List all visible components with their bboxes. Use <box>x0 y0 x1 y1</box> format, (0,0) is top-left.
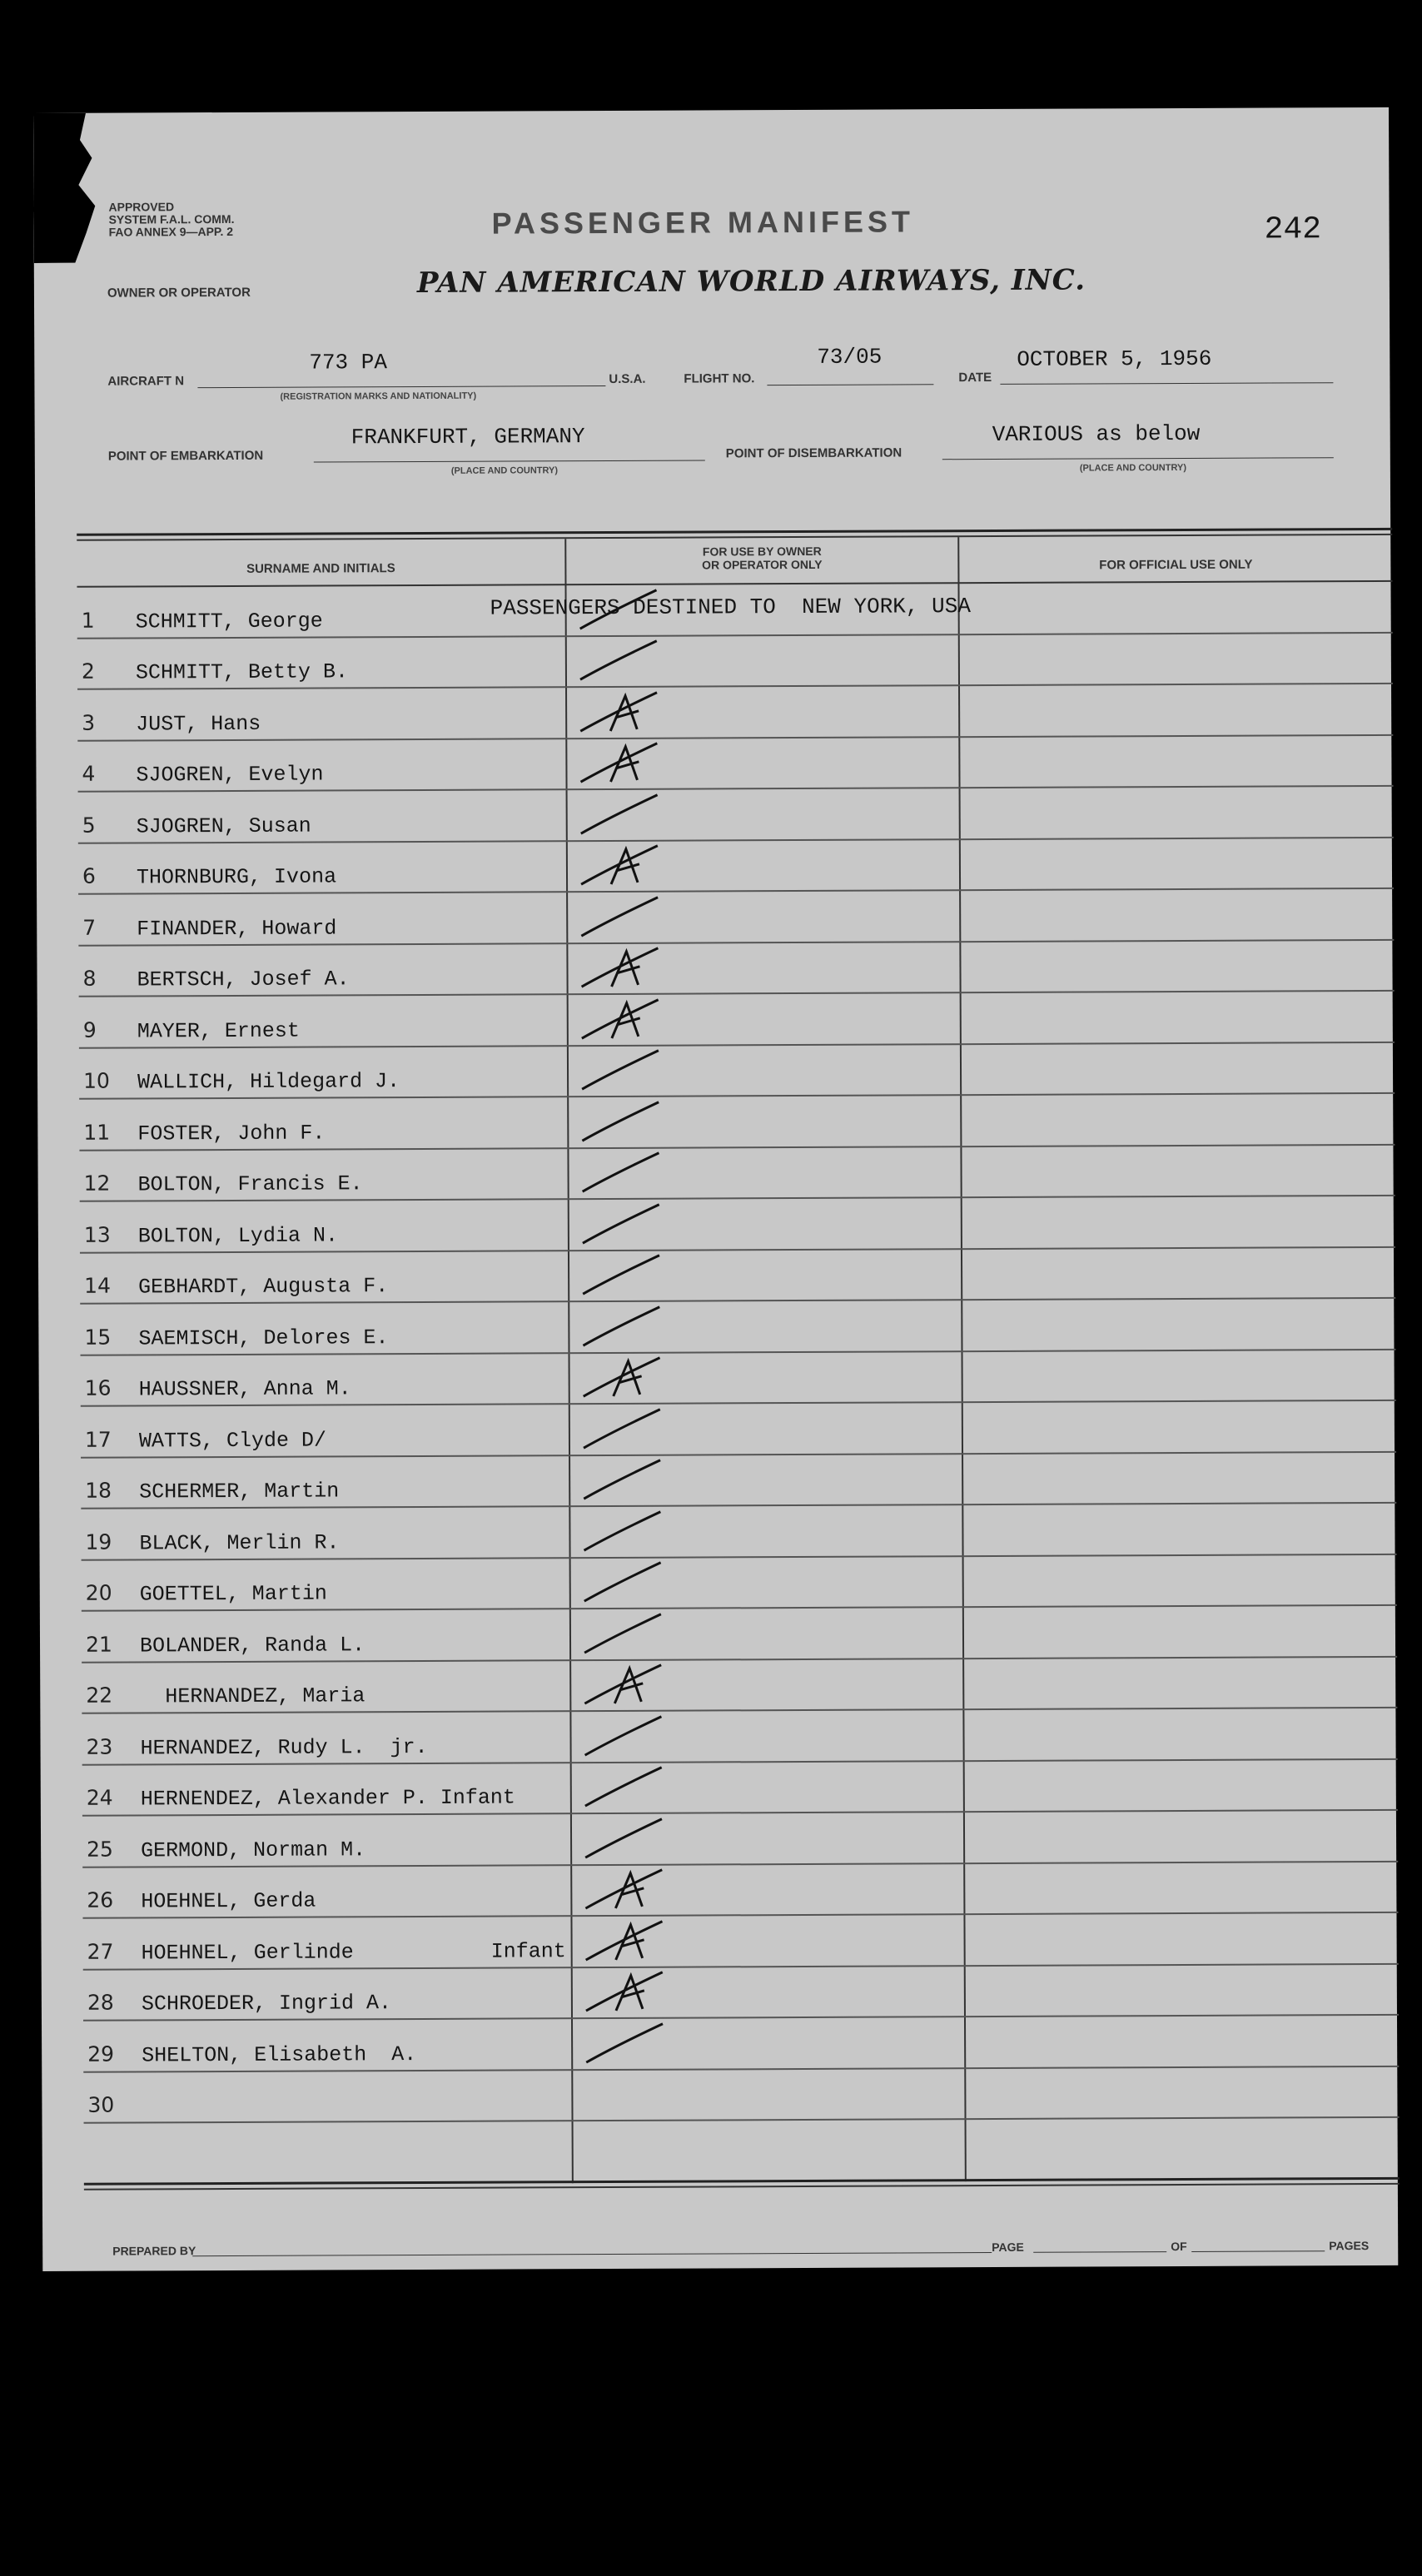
approval-stamp: APPROVED SYSTEM F.A.L. COMM. FAO ANNEX 9—APP. 2 <box>108 200 235 239</box>
handwritten-a-mark <box>582 1867 682 1914</box>
prepared-by-label: PREPARED BY <box>112 2244 196 2258</box>
passenger-name: BOLTON, Lydia N. <box>137 1222 338 1248</box>
row-number: 25 <box>87 1837 113 1862</box>
official-use-column-header: FOR OFFICIAL USE ONLY <box>1099 557 1253 573</box>
passenger-name: SCHROEDER, Ingrid A. <box>141 1991 392 2017</box>
passenger-name: FINANDER, Howard <box>137 915 337 941</box>
handwritten-check-mark <box>581 1713 681 1760</box>
passenger-name: SCHMITT, Betty B. <box>135 659 349 685</box>
row-number: 14 <box>84 1273 112 1298</box>
passenger-name: WATTS, Clyde D/ <box>138 1427 327 1453</box>
page-label: PAGE <box>992 2240 1024 2255</box>
table-row <box>83 1964 1399 2021</box>
row-number: 6 <box>82 863 96 888</box>
handwritten-check-mark <box>578 791 678 838</box>
row-number: 23 <box>86 1734 113 1759</box>
passenger-name: HERNENDEZ, Alexander P. Infant <box>140 1785 515 1812</box>
table-row <box>80 1196 1395 1253</box>
handwritten-a-mark <box>577 689 677 736</box>
embarkation-place-note: (PLACE AND COUNTRY) <box>450 465 559 476</box>
row-number: 19 <box>85 1529 112 1554</box>
handwritten-check-mark <box>580 1457 680 1504</box>
row-number: 4 <box>82 761 96 786</box>
destination-note: PASSENGERS DESTINED TO NEW YORK, USA <box>490 594 971 621</box>
handwritten-check-mark <box>579 1047 679 1095</box>
handwritten-check-mark <box>579 1098 679 1146</box>
row-number: 12 <box>83 1171 111 1196</box>
passenger-name: GOETTEL, Martin <box>139 1581 327 1607</box>
row-number: 21 <box>85 1632 112 1657</box>
handwritten-check-mark <box>580 1405 680 1453</box>
passenger-name: HERNANDEZ, Rudy L. jr. <box>140 1734 428 1760</box>
row-number: 11 <box>83 1120 111 1145</box>
of-line <box>1191 2250 1325 2252</box>
handwritten-check-mark <box>578 893 678 941</box>
row-number: 13 <box>83 1222 111 1247</box>
passenger-name: GERMOND, Norman M. <box>141 1837 366 1862</box>
passenger-name: MAYER, Ernest <box>137 1018 300 1043</box>
handwritten-check-mark <box>577 638 677 685</box>
table-row <box>79 992 1395 1048</box>
row-number: 22 <box>86 1683 113 1708</box>
page-line <box>1033 2251 1166 2253</box>
handwritten-check-mark <box>579 1150 679 1197</box>
row-number: 9 <box>82 1017 97 1042</box>
row-number: 8 <box>82 966 97 991</box>
table-row <box>80 1247 1395 1304</box>
table-row <box>82 1811 1398 1867</box>
handwritten-check-mark <box>579 1252 679 1300</box>
table-row <box>78 787 1394 843</box>
owner-label: OWNER OR OPERATOR <box>107 285 251 301</box>
row-number: 17 <box>84 1427 112 1452</box>
handwritten-a-mark <box>578 843 678 890</box>
flight-value: 73/05 <box>817 344 883 370</box>
surname-column-header: SURNAME AND INITIALS <box>246 561 395 576</box>
pages-label: PAGES <box>1329 2239 1370 2253</box>
table-row <box>82 1759 1398 1816</box>
row-number: 24 <box>86 1785 113 1810</box>
table-row <box>81 1401 1396 1458</box>
table-row <box>82 1862 1398 1918</box>
row-number: 18 <box>85 1478 112 1503</box>
handwritten-a-mark <box>579 996 679 1043</box>
passenger-name: HAUSSNER, Anna M. <box>138 1376 351 1402</box>
handwritten-check-mark <box>581 1610 681 1658</box>
table-row <box>83 2066 1399 2123</box>
page-number: 242 <box>1264 211 1322 248</box>
table-row <box>78 838 1394 894</box>
table-row <box>78 940 1394 997</box>
table-row <box>79 1145 1395 1201</box>
passenger-name: SJOGREN, Evelyn <box>136 762 324 788</box>
date-label: DATE <box>958 370 992 385</box>
table-row <box>82 1554 1397 1611</box>
handwritten-check-mark <box>579 1303 679 1350</box>
passenger-name: SJOGREN, Susan <box>136 813 311 838</box>
table-row <box>82 1657 1397 1713</box>
flight-label: FLIGHT NO. <box>684 371 755 386</box>
table-row <box>81 1452 1396 1509</box>
passenger-name: HOEHNEL, Gerlinde Infant <box>141 1938 566 1965</box>
disembarkation-underline <box>942 457 1334 460</box>
aircraft-underline <box>197 385 605 388</box>
row-number: 27 <box>87 1939 114 1964</box>
row-number: 20 <box>85 1580 112 1605</box>
row-number: 30 <box>87 2092 115 2117</box>
passenger-name: BOLTON, Francis E. <box>137 1171 363 1197</box>
row-number: 2 <box>81 659 95 684</box>
passenger-name: THORNBURG, Ivona <box>136 864 337 890</box>
row-number: 10 <box>83 1068 110 1093</box>
passenger-name: SCHMITT, George <box>135 608 323 634</box>
handwritten-a-mark <box>577 740 677 788</box>
passenger-name: SHELTON, Elisabeth A. <box>142 2041 417 2067</box>
disembarkation-value: VARIOUS as below <box>992 420 1201 447</box>
passenger-name: JUST, Hans <box>136 711 261 736</box>
handwritten-a-mark <box>580 1355 680 1402</box>
flight-underline <box>767 384 933 385</box>
passenger-name: BERTSCH, Josef A. <box>137 967 350 992</box>
aircraft-label: AIRCRAFT N <box>107 374 185 389</box>
airline-name: PAN AMERICAN WORLD AIRWAYS, INC. <box>416 263 1086 300</box>
embarkation-value: FRANKFURT, GERMANY <box>351 424 585 450</box>
embarkation-underline <box>314 460 705 462</box>
table-row <box>79 1094 1395 1151</box>
table-row <box>77 684 1393 741</box>
manifest-sheet <box>33 107 1398 2271</box>
row-number: 16 <box>84 1375 112 1400</box>
disembarkation-label: POINT OF DISEMBARKATION <box>725 445 902 461</box>
row-number: 29 <box>87 2041 115 2066</box>
passenger-name: HERNANDEZ, Maria <box>140 1683 365 1709</box>
passenger-name: HOEHNEL, Gerda <box>141 1888 316 1914</box>
handwritten-a-mark <box>583 1969 683 2017</box>
usa-label: U.S.A. <box>609 371 646 386</box>
handwritten-check-mark <box>583 2020 683 2067</box>
handwritten-check-mark <box>582 1815 682 1862</box>
table-row <box>82 1913 1398 1970</box>
row-number: 5 <box>82 813 96 838</box>
table-row <box>82 1606 1397 1663</box>
table-row <box>79 1042 1395 1099</box>
table-row <box>81 1350 1396 1406</box>
table-row <box>78 889 1394 946</box>
prepared-by-line <box>192 2252 992 2256</box>
passenger-name: WALLICH, Hildegard J. <box>137 1069 400 1095</box>
handwritten-check-mark <box>580 1508 680 1555</box>
table-row <box>82 1708 1397 1765</box>
row-number: 28 <box>87 1990 114 2015</box>
page-title: PASSENGER MANIFEST <box>491 204 915 241</box>
handwritten-check-mark <box>582 1764 682 1812</box>
row-number: 15 <box>84 1325 112 1350</box>
table-row <box>83 2016 1399 2072</box>
registration-note: (REGISTRATION MARKS AND NATIONALITY) <box>280 390 477 402</box>
of-label: OF <box>1171 2239 1187 2254</box>
passenger-name: BOLANDER, Randa L. <box>139 1632 365 1658</box>
passenger-name: GEBHARDT, Augusta F. <box>138 1274 389 1300</box>
row-rule <box>84 2116 1400 2124</box>
disembarkation-place-note: (PLACE AND COUNTRY) <box>1079 462 1187 474</box>
row-number: 3 <box>82 710 96 735</box>
torn-corner <box>33 113 109 263</box>
table-row <box>77 633 1393 689</box>
row-number: 7 <box>82 915 97 940</box>
table-row <box>81 1504 1396 1560</box>
table-row <box>80 1299 1395 1355</box>
passenger-name: SAEMISCH, Delores E. <box>138 1325 389 1350</box>
date-underline <box>1000 382 1333 385</box>
date-value: OCTOBER 5, 1956 <box>1017 346 1212 372</box>
aircraft-value: 773 PA <box>309 350 387 375</box>
handwritten-a-mark <box>582 1917 682 1965</box>
handwritten-check-mark <box>581 1559 681 1607</box>
passenger-name: FOSTER, John F. <box>137 1120 326 1146</box>
owner-use-column-header: FOR USE BY OWNER OR OPERATOR ONLY <box>702 544 823 572</box>
handwritten-a-mark <box>578 945 678 992</box>
row-number: 1 <box>81 608 95 633</box>
handwritten-check-mark <box>579 1201 679 1248</box>
table-row <box>77 735 1393 792</box>
passenger-name: BLACK, Merlin R. <box>139 1529 340 1555</box>
embarkation-label: POINT OF EMBARKATION <box>107 448 264 464</box>
row-number: 26 <box>87 1887 114 1912</box>
passenger-name: SCHERMER, Martin <box>139 1479 340 1504</box>
handwritten-a-mark <box>581 1662 681 1709</box>
